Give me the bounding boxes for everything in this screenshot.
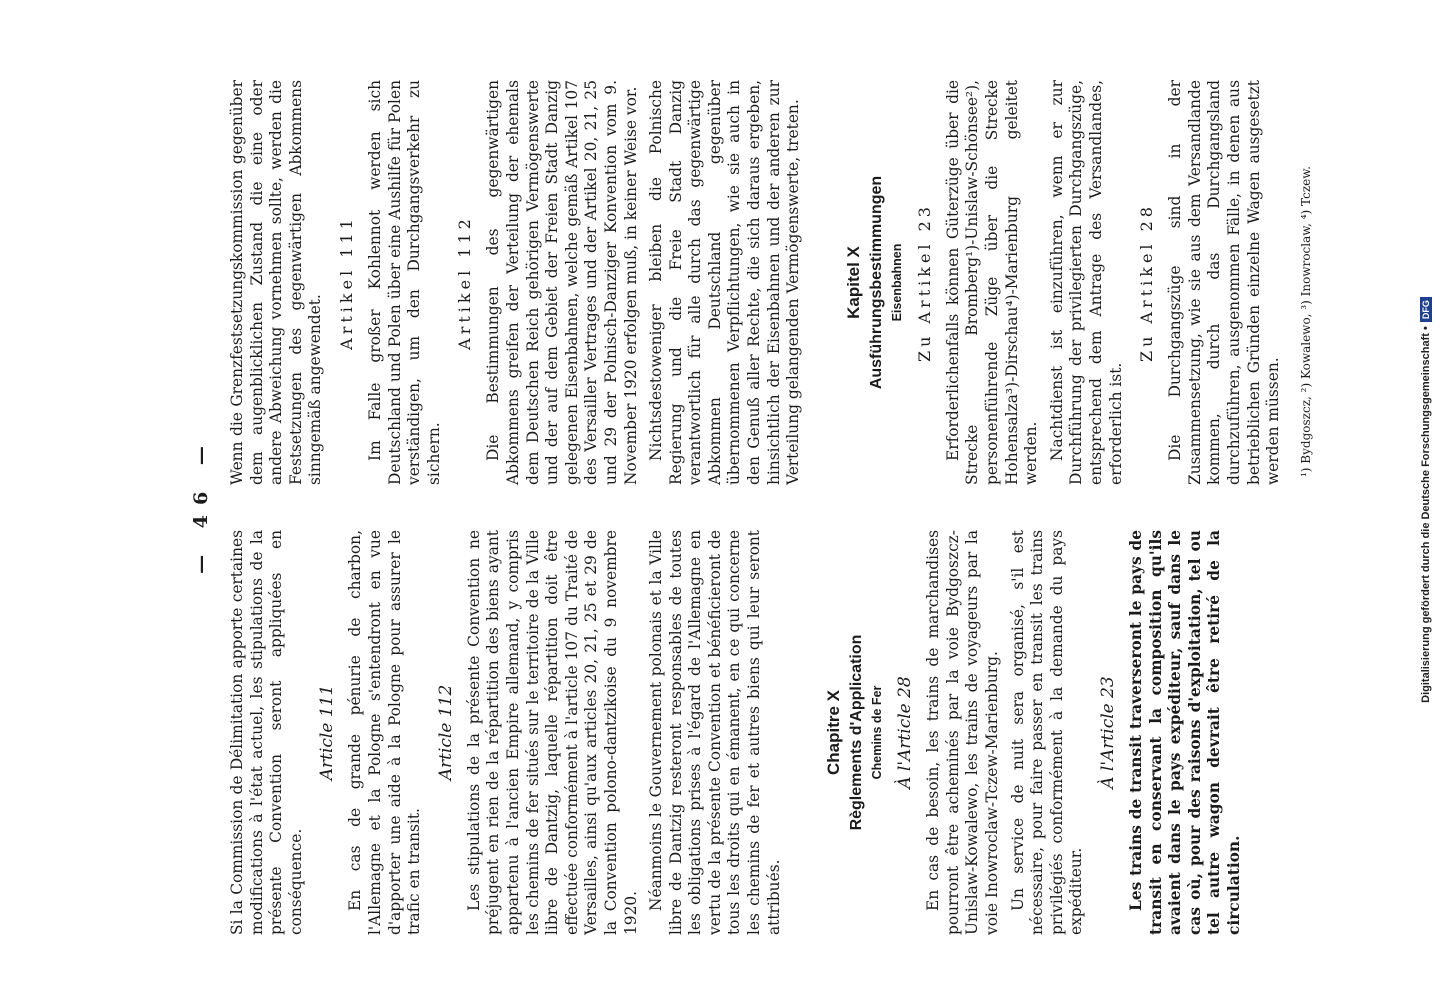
fr-chapter-sub: Règlements d'Application — [848, 634, 866, 831]
de-z28-heading: Zu Artikel 28 — [1137, 203, 1157, 362]
de-z23-p1: Erforderlichenfalls können Güterzüge über die Strecke Bromberg¹)-Unislaw-Schönsee²), personenführende Züge über die Strecke Hohensalza³)-Dirschau⁴)-Marienburg geleitet werden. — [943, 80, 1041, 485]
de-art112-p2: Nichtsdestoweniger bleiben die Polnische Regierung und die Freie Stadt Danzig verantwortlich für alle durch das gegenwärtige Abkommen Deutschland gegenüber übernommenen Verpflichtungen, wie sie auch in den Genuß aller Rechte, die sich daraus ergeben, hinsichtlich der Eisenbahnen und der anderen zur Verteilung gelangenden Vermögenswerte, treten. — [647, 80, 803, 485]
de-chapter-sub: Ausführungsbestimmungen — [867, 175, 885, 390]
fr-a23-block — [1127, 530, 1245, 935]
page-number: — 46 — — [190, 436, 212, 574]
digitization-credit — [1417, 5, 1435, 995]
fr-a28-p2: Un service de nuit sera organisé, s'il est nécessaire, pour faire passer en transit les trains privilégiés conformément à la demande du pays expéditeur. — [1008, 530, 1086, 935]
fr-a23-heading: À l'Article 23 — [1098, 676, 1118, 789]
fr-chapter-sub2: Chemins de Fer — [870, 685, 885, 780]
credit-text: Digitalisierung gefördert durch die Deutsche Forschungsgemeinschaft • — [1420, 326, 1432, 703]
de-chapter-title: Kapitel X — [843, 246, 863, 319]
fr-a28-p1: En cas de besoin, les trains de marchandises pourront être acheminés par la voie Bydgoszcz-Unislaw-Kowalewo, les trains de voyageurs par la voie Inowroclaw-Tczew-Marienburg. — [924, 530, 1002, 935]
de-chapter-sub2: Eisenbahnen — [889, 243, 904, 322]
german-column — [200, 80, 1313, 485]
de-z23-p2: Nachtdienst ist einzuführen, wenn er zur Durchführung der privilegierten Durchgangszüge, entsprechend dem Antrage des Versandlandes, erforderlich ist. — [1047, 80, 1125, 485]
fr-intro-block — [228, 530, 306, 935]
de-footnote: ¹) Bydgoszcz, ²) Kowalewo, ³) Inowroclaw, ⁴) Tczew. — [1298, 166, 1313, 477]
fr-art111-text: En cas de grande pénurie de charbon, l'Allemagne et la Pologne s'entendront en vue d'apporter une aide à la Pologne pour assurer le trafic en transit. — [346, 530, 424, 935]
fr-art111-heading: Article 111 — [317, 684, 338, 781]
de-intro-block — [228, 80, 326, 485]
fr-art112-p1: Les stipulations de la présente Convention ne préjugent en rien de la répartition des biens ayant appartenu à l'ancien Empire allemand, y compris les chemins de fer situés sur le territoire de la Ville libre de Dantzig, laquelle répartition doit être effectuée conformément à l'article 107 du Traité de Versailles, ainsi qu'aux articles 20, 21, 25 et 29 de la Convention polono-dantzikoise du 9 novembre 1920. — [464, 530, 640, 935]
fr-art112-heading: Article 112 — [435, 684, 456, 781]
rotated-page — [190, 75, 1313, 935]
de-intro: Wenn die Grenzfestsetzungskommission gegenüber dem augenblicklichen Zustand die eine oder andere Abweichung vornehmen sollte, werden die Festsetzungen des gegenwärtigen Abkommens sinngemäß angewendet. — [228, 80, 325, 485]
de-z23-heading: Zu Artikel 23 — [914, 203, 934, 362]
fr-a23-p1: Les trains de transit traverseront le pays de transit en conservant la composition qu'ils avaient dans le pays expéditeur, sauf dans le cas où, pour des raisons d'exploitation, tel ou tel autre wagon devrait être retiré de la circulation. — [1127, 530, 1243, 935]
de-art111-heading: Artikel 111 — [336, 215, 356, 350]
french-column — [200, 530, 1243, 935]
dfg-logo-icon: DFG — [1420, 297, 1432, 322]
fr-art112-p2: Néanmoins le Gouvernement polonais et la Ville libre de Dantzig resteront responsables de toutes les obligations prises à l'égard de l'Allemagne en vertu de la présente Convention et bénéficieront de tous les droits qui en émanent, en ce qui concerne les chemins de fer et autres biens qui leur seront attribués. — [647, 530, 783, 935]
de-z28-p1: Die Durchgangszüge sind in der Zusammensetzung, wie sie aus dem Versandlande kommen, durch das Durchgangsland durchzuführen, ausgenommen Fälle, in denen aus betrieblichen Gründen einzelne Wagen ausgesetzt werden müssen. — [1166, 80, 1283, 485]
fr-intro: Si la Commission de Délimitation apporte certaines modifications à l'état actuel, les stipulations de la présente Convention seront appliquées en conséquence. — [228, 530, 305, 935]
fr-a28-heading: À l'Article 28 — [895, 676, 916, 789]
de-art112-heading: Artikel 112 — [455, 215, 475, 350]
de-art112-p1: Die Bestimmungen des gegenwärtigen Abkommens greifen der Verteilung der ehemals dem Deutschen Reich gehörigen Vermögenswerte und der auf dem Gebiet der Freien Stadt Danzig gelegenen Eisenbahnen, welche gemäß Artikel 107 des Versailler Vertrages und der Artikel 20, 21, 25 und 29 der Polnisch-Danziger Konvention vom 9. November 1920 erfolgen muß, in keiner Weise vor. — [484, 80, 640, 485]
fr-chapter-title: Chapitre X — [824, 689, 844, 776]
de-art111-text: Im Falle großer Kohlennot werden sich Deutschland und Polen über eine Aushilfe für Polen verständigen, um den Durchgangsverkehr zu sichern. — [365, 80, 443, 485]
